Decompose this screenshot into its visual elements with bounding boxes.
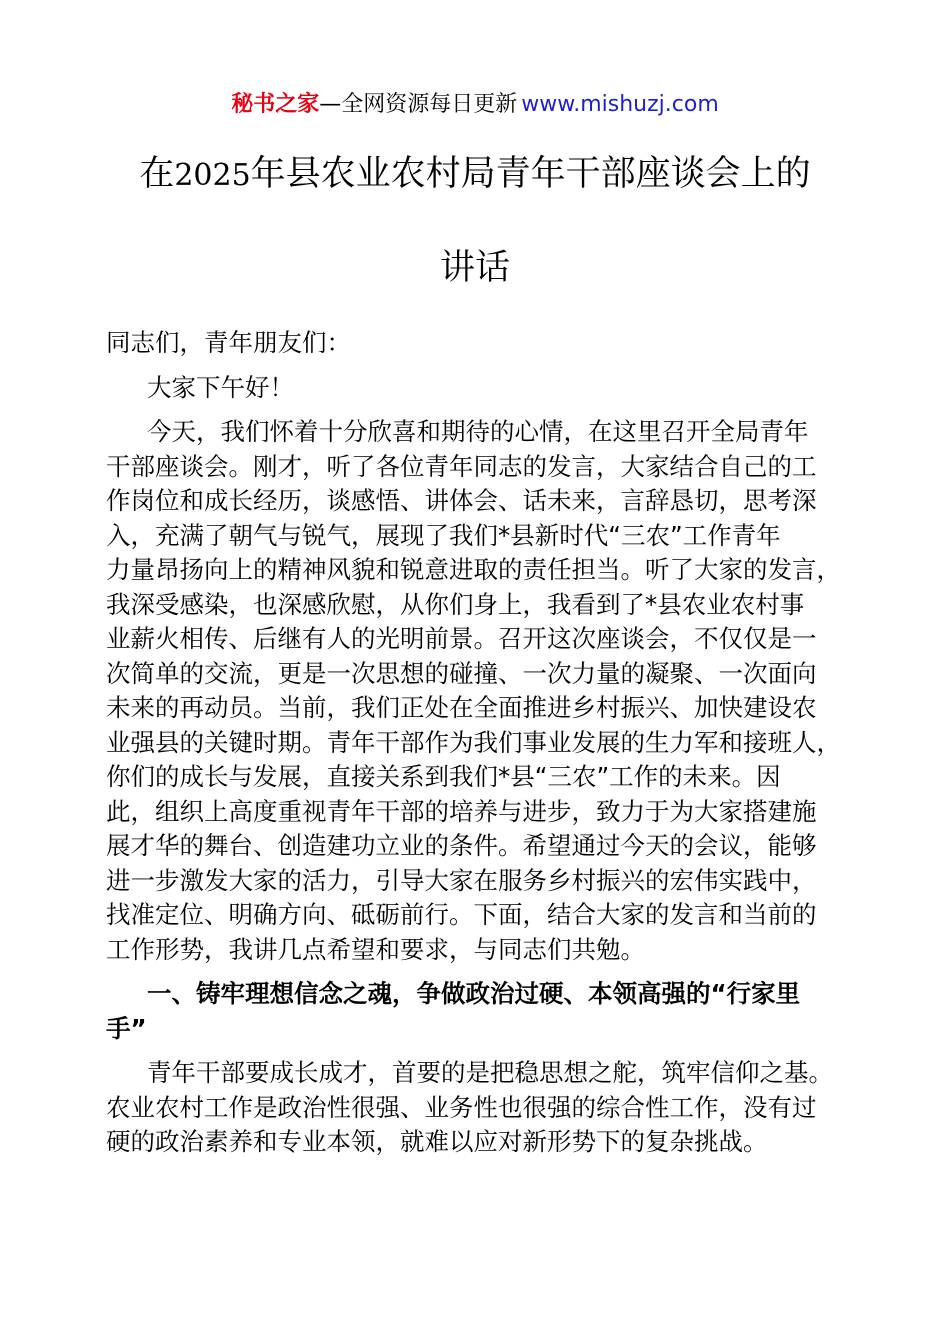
paragraph-line: 找准定位、明确方向、砥砺前行。下面，结合大家的发言和当前的 — [106, 900, 817, 929]
section-heading-line: 手” — [106, 1013, 147, 1043]
paragraph-line: 展才华的舞台、创造建功立业的条件。希望通过今天的会议，能够 — [106, 831, 817, 860]
section-heading-line: 一、铸牢理想信念之魂，争做政治过硬、本领高强的“行家里 — [147, 979, 801, 1008]
title-prefix: 在 — [139, 154, 175, 194]
paragraph-line: 硬的政治素养和专业本领，就难以应对新形势下的复杂挑战。 — [106, 1127, 768, 1156]
document-title-line-2: 讲话 — [439, 248, 510, 288]
paragraph-line: 入，充满了朝气与锐气，展现了我们*县新时代“三农”工作青年 — [106, 520, 781, 550]
site-url-link[interactable]: www.mishuzj.com — [521, 92, 719, 117]
paragraph-line: 进一步激发大家的活力，引导大家在服务乡村振兴的宏伟实践中， — [106, 865, 817, 895]
brand-name: 秘书之家 — [231, 92, 320, 117]
document-body — [106, 326, 866, 1160]
paragraph-line: 农业农村工作是政治性很强、业务性也很强的综合性工作，没有过 — [106, 1092, 817, 1122]
paragraph-line: 今天，我们怀着十分欣喜和期待的心情，在这里召开全局青年 — [147, 417, 809, 446]
section-paragraph — [106, 1056, 866, 1160]
intro-paragraph — [106, 415, 866, 967]
paragraph-line: 力量昂扬向上的精神风貌和锐意进取的责任担当。听了大家的发言， — [106, 555, 841, 584]
site-banner — [0, 88, 950, 122]
section-heading — [106, 977, 866, 1046]
document-title-line-1 — [0, 150, 950, 200]
paragraph-line: 业强县的关键时期。青年干部作为我们事业发展的生力军和接班人， — [106, 727, 841, 757]
paragraph-line: 青年干部要成长成才，首要的是把稳思想之舵，筑牢信仰之基。 — [147, 1058, 833, 1087]
paragraph-line: 此，组织上高度重视青年干部的培养与进步，致力于为大家搭建施 — [106, 796, 817, 826]
greeting: 大家下午好！ — [147, 372, 294, 402]
salutation: 同志们，青年朋友们： — [106, 328, 351, 357]
paragraph-line: 未来的再动员。当前，我们正处在全面推进乡村振兴、加快建设农 — [106, 693, 817, 722]
paragraph-line: 你们的成长与发展，直接关系到我们*县“三农”工作的未来。因 — [106, 762, 781, 791]
paragraph-line: 干部座谈会。刚才，听了各位青年同志的发言，大家结合自己的工 — [106, 451, 817, 481]
paragraph-line: 次简单的交流，更是一次思想的碰撞、一次力量的凝聚、一次面向 — [106, 658, 817, 688]
title-year: 2025 — [174, 158, 251, 193]
paragraph-line: 作岗位和成长经历，谈感悟、讲体会、话未来，言辞恳切，思考深 — [106, 486, 817, 515]
paragraph-line: 业薪火相传、后继有人的光明前景。召开这次座谈会，不仅仅是一 — [106, 624, 817, 653]
paragraph-line: 工作形势，我讲几点希望和要求，与同志们共勉。 — [106, 934, 645, 964]
paragraph-line: 我深受感染，也深感欣慰，从你们身上，我看到了*县农业农村事 — [106, 589, 805, 619]
banner-tagline: —全网资源每日更新 — [319, 92, 518, 117]
title-suffix: 年县农业农村局青年干部座谈会上的 — [250, 154, 811, 194]
